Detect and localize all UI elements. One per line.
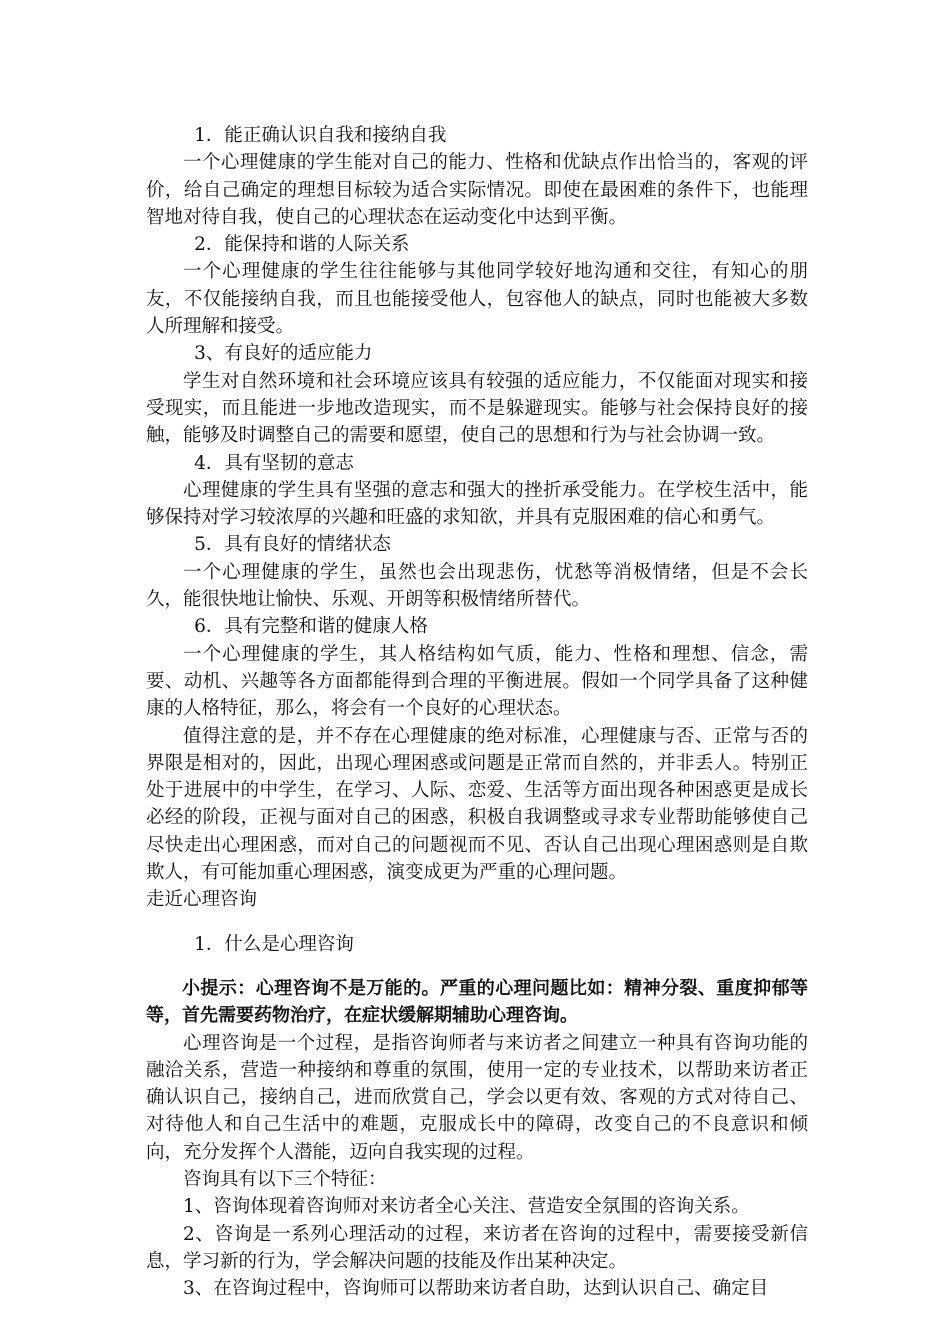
body-paragraph: 一个心理健康的学生能对自己的能力、性格和优缺点作出恰当的，客观的评价，给自己确定的理想目标较为适合实际情况。即使在最困难的条件下，也能理智地对待自我，使自己的心理状态在运动变化中达到平衡。 (146, 152, 808, 228)
heading-emotion: 5．具有良好的情绪状态 (194, 534, 391, 556)
body-paragraph: 一个心理健康的学生，其人格结构如气质，能力、性格和理想、信念，需要、动机、兴趣等各方面都能得到合理的平衡进展。假如一个同学具备了这种健康的人格特征，那么，将会有一个良好的心理状态。 (146, 643, 808, 720)
body-paragraph: 心理咨询是一个过程，是指咨询师者与来访者之间建立一种具有咨询功能的融洽关系，营造一种接纳和尊重的氛围，使用一定的专业技术，以帮助来访者正确认识自己，接纳自己，进而欣赏自己，学会以更有效、客观的方式对待自己、对待他人和自己生活中的难题，克服成长中的障碍，改变自己的不良意识和倾向，充分发挥个人潜能，迈向自我实现的过程。 (146, 1032, 808, 1163)
body-paragraph: 学生对自然环境和社会环境应该具有较强的适应能力，不仅能面对现实和接受现实，而且能进一步地改造现实，而不是躲避现实。能够与社会保持良好的接触，能够及时调整自己的需要和愿望，使自己的思想和行为与社会协调一致。 (146, 370, 808, 447)
body-paragraph: 一个心理健康的学生，虽然也会出现悲伤，忧愁等消极情绪，但是不会长久，能很快地让愉快、乐观、开朗等积极情绪所替代。 (146, 561, 808, 611)
body-paragraph: 值得注意的是，并不存在心理健康的绝对标准，心理健康与否、正常与否的界限是相对的，因此，出现心理困惑或问题是正常而自然的，并非丢人。特别正处于进展中的中学生，在学习、人际、恋爱、生活等方面出现各种困惑更是成长必经的阶段，正视与面对自己的困惑，积极自我调整或寻求专业帮助能够使自己尽快走出心理困惑，而对自己的问题视而不见、否认自己出现心理困惑则是自欺欺人，有可能加重心理困惑，演变成更为严重的心理问题。 (146, 725, 808, 884)
heading-personality: 6．具有完整和谐的健康人格 (194, 616, 428, 638)
list-item: 3、在咨询过程中，咨询师可以帮助来访者自助，达到认识自己、确定目 (183, 1278, 769, 1300)
heading-willpower: 4．具有坚韧的意志 (194, 452, 354, 474)
tip-paragraph: 小提示：心理咨询不是万能的。严重的心理问题比如：精神分裂、重度抑郁等等，首先需要药物治疗，在症状缓解期辅助心理咨询。 (146, 977, 808, 1027)
heading-what-is-counseling: 1．什么是心理咨询 (194, 933, 354, 955)
heading-adaptability: 3、有良好的适应能力 (194, 343, 373, 365)
document-body (146, 122, 808, 1302)
list-item: 1、咨询体现着咨询师对来访者全心关注、营造安全氛围的咨询关系。 (183, 1196, 750, 1218)
body-paragraph: 咨询具有以下三个特征： (183, 1168, 387, 1190)
body-paragraph: 一个心理健康的学生往往能够与其他同学较好地沟通和交往，有知心的朋友，不仅能接纳自我，而且也能接受他人，包容他人的缺点，同时也能被大多数人所理解和接受。 (146, 261, 808, 338)
section-title: 走近心理咨询 (146, 889, 258, 911)
list-item: 2、咨询是一系列心理活动的过程，来访者在咨询的过程中，需要接受新信息，学习新的行为，学会解决问题的技能及作出某种决定。 (146, 1223, 808, 1272)
body-paragraph: 心理健康的学生具有坚强的意志和强大的挫折承受能力。在学校生活中，能够保持对学习较浓厚的兴趣和旺盛的求知欲，并具有克服困难的信心和勇气。 (146, 479, 808, 529)
heading-self-acceptance: 1．能正确认识自我和接纳自我 (194, 125, 447, 146)
heading-interpersonal: 2．能保持和谐的人际关系 (194, 234, 410, 256)
